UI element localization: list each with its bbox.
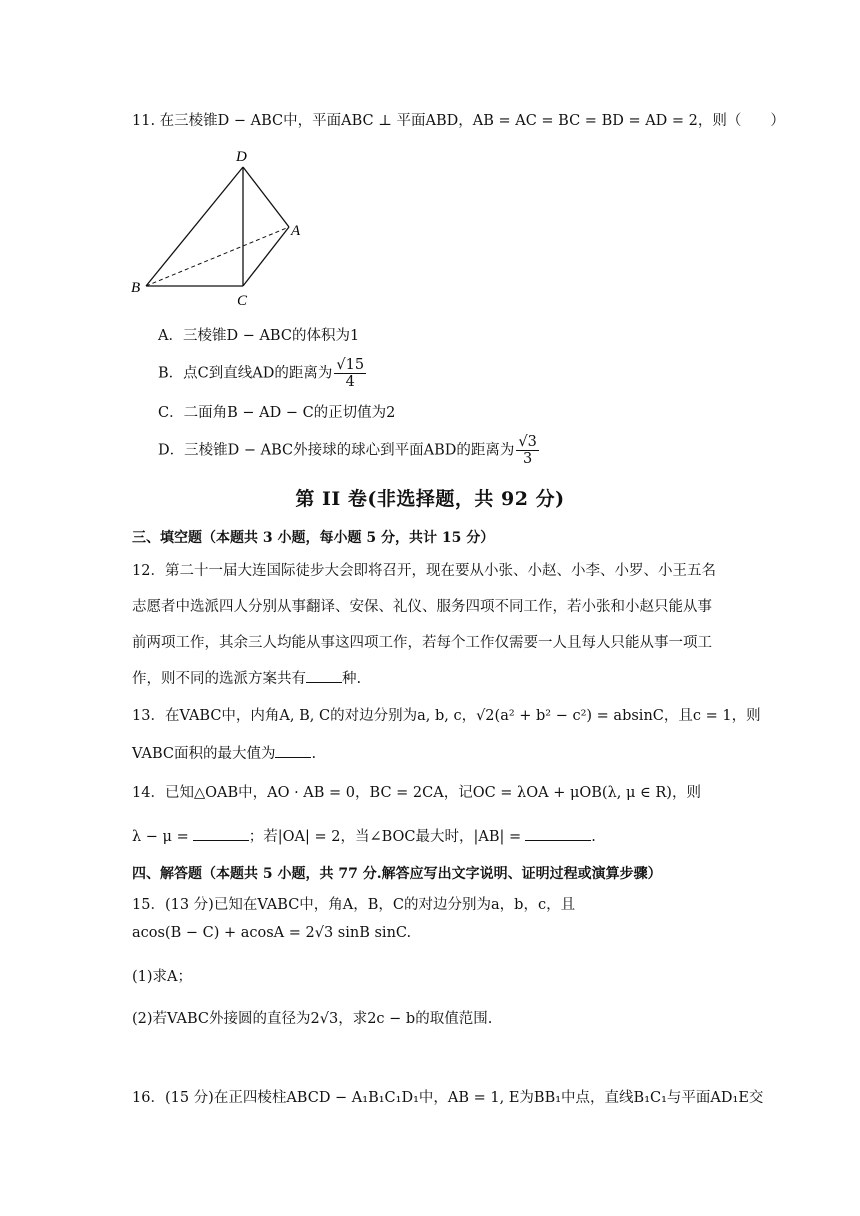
q13-line2: [132, 743, 316, 765]
fraction-numerator: √15: [336, 357, 365, 373]
option-b-text: B．点C到直线AD的距离为: [158, 365, 333, 382]
q13-line2-end: .: [311, 746, 317, 762]
label-b: B: [131, 280, 141, 296]
option-d-text: D．三棱锥D − ABC外接球的球心到平面ABD的距离为: [158, 442, 515, 459]
edge-ba-hidden: [146, 227, 289, 286]
q12-line4: [132, 668, 361, 690]
q11-stem: 11. 在三棱锥D − ABC中，平面ABC ⊥ 平面ABD，AB = AC = BC = BD = AD = 2，则（ ）: [132, 113, 785, 129]
edge-db: [146, 167, 243, 286]
q11-option-a: A．三棱锥D − ABC的体积为1: [158, 328, 360, 344]
answer-blank: [306, 668, 342, 683]
option-b-fraction: [334, 357, 366, 390]
q12-line3: 前两项工作，其余三人均能从事这四项工作，若每个工作仅需要一人且每人只能从事一项工: [132, 635, 712, 651]
q14-line1: 14．已知△OAB中，AO · AB = 0，BC = 2CA，记OC = λOA + μOB(λ, μ ∈ R)，则: [132, 785, 701, 801]
q11-option-c: C．二面角B − AD − C的正切值为2: [158, 405, 396, 421]
q12-line1: 12．第二十一届大连国际徒步大会即将召开，现在要从小张、小赵、小李、小罗、小王五名: [132, 563, 716, 579]
fraction-denominator: 4: [345, 374, 355, 390]
answer-blank-2: [525, 826, 591, 841]
fraction-numerator: √3: [518, 434, 537, 450]
section3-heading: 三、填空题（本题共 3 小题，每小题 5 分，共计 15 分）: [132, 530, 495, 546]
q14-line2-end: .: [591, 829, 596, 845]
q16-line1: 16．(15 分)在正四棱柱ABCD − A₁B₁C₁D₁中，AB = 1, E为BB₁中点，直线B₁C₁与平面AD₁E交: [132, 1090, 764, 1106]
q15-part1: (1)求A；: [132, 969, 193, 985]
label-d: D: [236, 149, 247, 165]
option-d-fraction: [516, 434, 538, 467]
q15-part2: (2)若VABC外接圆的直径为2√3，求2c − b的取值范围.: [132, 1011, 493, 1027]
q12-line4-text: 作，则不同的选派方案共有: [132, 671, 306, 687]
answer-blank: [275, 743, 311, 758]
q14-line2: [132, 826, 596, 848]
label-c: C: [237, 293, 248, 309]
fraction-denominator: 3: [522, 451, 533, 467]
q13-line2-text: VABC面积的最大值为: [132, 746, 276, 762]
q15-line2: acos(B − C) + acosA = 2√3 sinB sinC.: [132, 925, 412, 941]
part2-title: 第 II 卷(非选择题，共 92 分): [295, 488, 565, 510]
edge-da: [243, 167, 289, 227]
q15-line1: 15．(13 分)已知在VABC中，角A，B，C的对边分别为a，b，c，且: [132, 897, 576, 913]
section4-heading: 四、解答题（本题共 5 小题，共 77 分.解答应写出文字说明、证明过程或演算步骤）: [132, 866, 662, 882]
q14-line2-mid: ；若|OA| = 2，当∠BOC最大时，|AB| =: [248, 829, 522, 845]
q12-line2: 志愿者中选派四人分别从事翻译、安保、礼仪、服务四项不同工作，若小张和小赵只能从事: [132, 599, 712, 615]
q12-line4-end: 种.: [342, 671, 362, 687]
q14-line2-text: λ − μ =: [132, 829, 189, 845]
edge-ca: [243, 227, 289, 286]
answer-blank-1: [193, 826, 249, 841]
tetrahedron-figure: [126, 145, 306, 310]
q11-option-b: [158, 357, 368, 390]
q13-line1: 13．在VABC中，内角A, B, C的对边分别为a, b, c，√2(a² + b² − c²) = absinC，且c = 1，则: [132, 708, 761, 724]
q11-option-d: [158, 434, 541, 467]
label-a: A: [291, 223, 301, 239]
